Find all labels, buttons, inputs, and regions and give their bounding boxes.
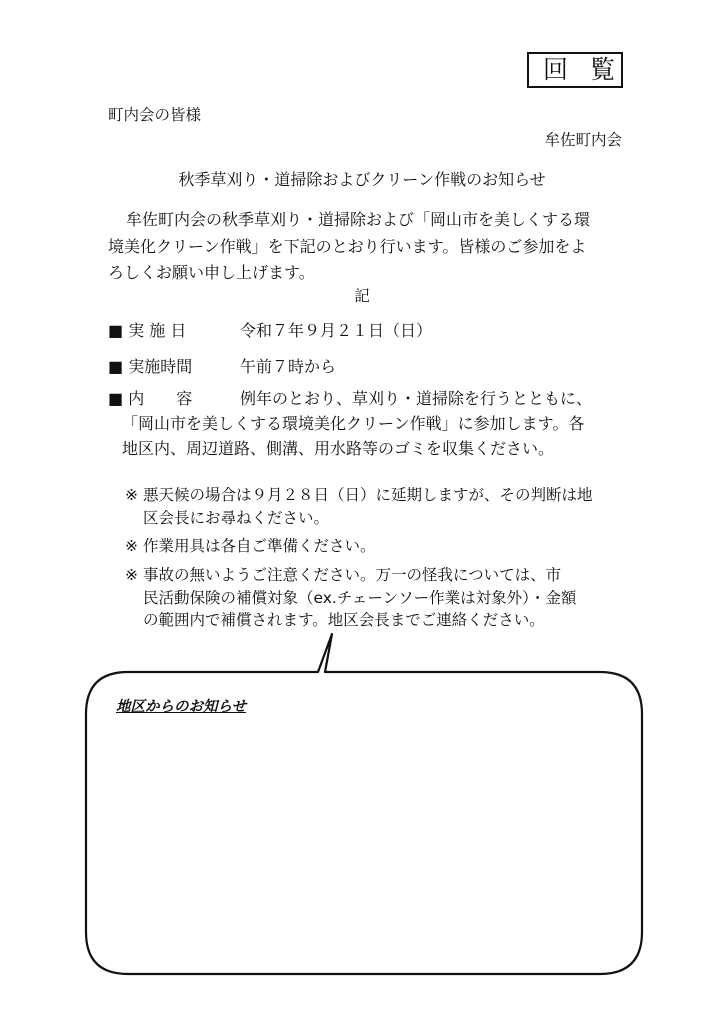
note-line: 区会長にお尋ねください。 xyxy=(143,508,330,527)
circulation-stamp: 回覧 xyxy=(527,52,623,88)
item-label: 内 容 xyxy=(128,389,193,408)
note-line: の範囲内で補償されます。地区会長までご連絡ください。 xyxy=(143,611,545,629)
note-mark: ※ xyxy=(125,566,138,584)
note-line: 悪天候の場合は９月２８日（日）に延期しますが、その判断は地 xyxy=(142,486,593,504)
note-line: 民活動保険の補償対象（ex.チェーンソー作業は対象外）・金額 xyxy=(143,588,577,607)
district-notice-title: 地区からのお知らせ xyxy=(116,699,247,715)
bullet-square: ■ xyxy=(108,389,124,408)
ki-heading: 記 xyxy=(354,287,370,305)
addressee: 町内会の皆様 xyxy=(108,106,202,124)
body-line: ろしくお願い申し上げます。 xyxy=(108,263,315,282)
bullet-square: ■ xyxy=(108,357,124,376)
content-continuation: 地区内、周辺道路、側溝、用水路等のゴミを収集ください。 xyxy=(122,439,555,458)
speech-bubble-outline xyxy=(86,634,642,974)
note-line: 事故の無いようご注意ください。万一の怪我については、市 xyxy=(142,566,562,584)
sender: 牟佐町内会 xyxy=(544,131,622,149)
content-continuation: 「岡山市を美しくする環境美化クリーン作戦」に参加します。各 xyxy=(122,414,585,433)
body-line: 牟佐町内会の秋季草刈り・道掃除および「岡山市を美しくする環 xyxy=(126,210,591,229)
item-label: 実施時間 xyxy=(128,357,193,376)
note-mark: ※ xyxy=(125,537,138,555)
bullet-square: ■ xyxy=(108,321,124,340)
item-value: 令和７年９月２１日（日） xyxy=(240,321,433,340)
document-title: 秋季草刈り・道掃除およびクリーン作戦のお知らせ xyxy=(178,170,546,189)
item-value: 午前７時から xyxy=(240,357,337,376)
item-value: 例年のとおり、草刈り・道掃除を行うとともに、 xyxy=(240,389,593,408)
note-line: 作業用具は各自ご準備ください。 xyxy=(142,537,376,555)
item-label: 実 施 日 xyxy=(128,321,187,340)
note-mark: ※ xyxy=(125,486,138,504)
body-line: 境美化クリーン作戦」を下記のとおり行います。皆様のご参加をよ xyxy=(108,236,587,256)
